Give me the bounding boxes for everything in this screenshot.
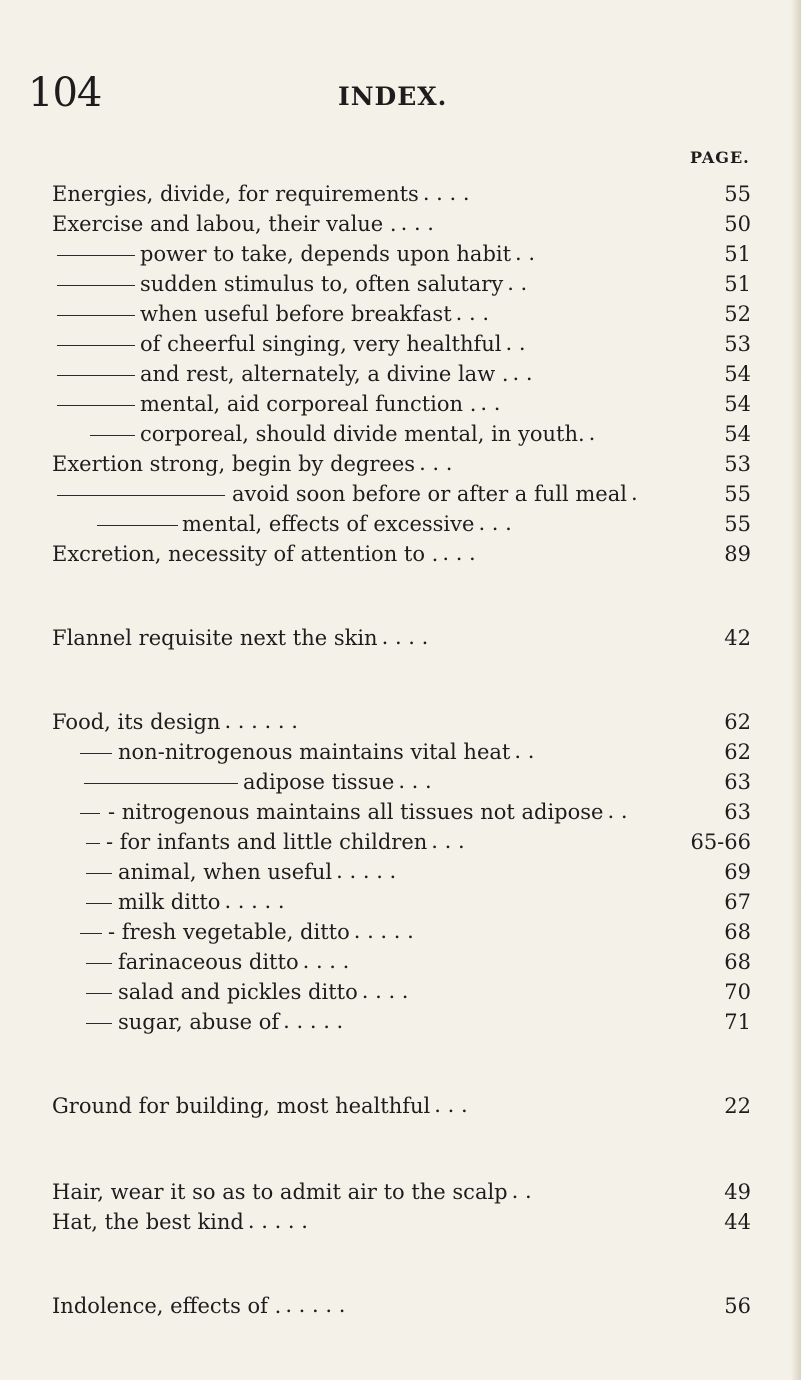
leader-dots: . . . . <box>422 181 470 205</box>
leader-dots: . . . . . <box>283 1009 344 1033</box>
leader-dots: . . <box>514 739 535 763</box>
ditto-rule <box>90 435 135 436</box>
index-entry <box>0 978 801 1008</box>
leader-dots: . . . . . <box>285 1293 346 1317</box>
leader-dots: . . . <box>431 829 465 853</box>
leader-dots: . . . . . <box>353 919 414 943</box>
entry-text: adipose tissue <box>243 770 395 794</box>
entry-page-number: 22 <box>724 1094 751 1118</box>
entry-text: sudden stimulus to, often salutary <box>140 272 504 296</box>
leader-dots: . . . . . . <box>224 709 298 733</box>
index-entry <box>0 450 801 480</box>
entry-page-number: 67 <box>724 890 751 914</box>
leader-dots: . . . <box>434 1093 468 1117</box>
index-entry <box>0 360 801 390</box>
index-entry <box>0 180 801 210</box>
entry-page-number: 69 <box>724 860 751 884</box>
entry-page-number: 55 <box>724 482 751 506</box>
index-entry <box>0 738 801 768</box>
entry-page-number: 54 <box>724 392 751 416</box>
ditto-rule <box>97 525 178 526</box>
ditto-rule <box>86 993 112 994</box>
leader-dots: . . . <box>419 451 453 475</box>
entry-text: milk ditto <box>118 890 221 914</box>
entry-page-number: 55 <box>724 182 751 206</box>
entry-text: sugar, abuse of <box>118 1010 280 1034</box>
index-entry <box>0 540 801 570</box>
entry-text: Hat, the best kind <box>52 1210 244 1234</box>
ditto-rule <box>57 405 135 406</box>
entry-page-number: 71 <box>724 1010 751 1034</box>
entry-text: Exertion strong, begin by degrees <box>52 452 416 476</box>
entry-page-number: 68 <box>724 950 751 974</box>
leader-dots: . . <box>505 331 526 355</box>
entry-page-number: 54 <box>724 422 751 446</box>
index-entry <box>0 798 801 828</box>
group-spacer <box>0 1238 801 1292</box>
leader-dots: . . <box>511 1179 532 1203</box>
entry-text: mental, effects of excessive <box>182 512 475 536</box>
ditto-rule <box>57 255 135 256</box>
entry-page-number: 52 <box>724 302 751 326</box>
index-entry <box>0 948 801 978</box>
ditto-rule <box>57 345 135 346</box>
entry-page-number: 51 <box>724 242 751 266</box>
entry-text: Exercise and labou, their value . <box>52 212 397 236</box>
entry-page-number: 50 <box>724 212 751 236</box>
leader-dots: . . . . <box>361 979 409 1003</box>
ditto-rule <box>86 843 100 844</box>
entry-text: Indolence, effects of . <box>52 1294 282 1318</box>
index-entry <box>0 1292 801 1322</box>
entry-page-number: 42 <box>724 626 751 650</box>
entry-page-number: 51 <box>724 272 751 296</box>
leader-dots: . . . . <box>381 625 429 649</box>
leader-dots: . . <box>607 799 628 823</box>
leader-dots: . . <box>515 241 536 265</box>
group-spacer <box>0 1038 801 1092</box>
leader-dots: . <box>588 421 596 445</box>
entry-text: salad and pickles ditto <box>118 980 358 1004</box>
entry-text: when useful before breakfast <box>140 302 452 326</box>
entry-page-number: 53 <box>724 452 751 476</box>
entry-text: and rest, alternately, a divine law . <box>140 362 509 386</box>
entry-text: non-nitrogenous maintains vital heat <box>118 740 511 764</box>
index-entry <box>0 828 801 858</box>
index-entry <box>0 624 801 654</box>
index-entry <box>0 390 801 420</box>
ditto-rule <box>86 903 112 904</box>
leader-dots: . . <box>507 271 528 295</box>
entry-text: animal, when useful <box>118 860 333 884</box>
index-entry <box>0 480 801 510</box>
entry-text: - for infants and little children <box>106 830 428 854</box>
index-entry <box>0 210 801 240</box>
ditto-rule <box>57 285 135 286</box>
ditto-rule <box>80 933 102 934</box>
index-entry <box>0 240 801 270</box>
leader-dots: . . . . . <box>336 859 397 883</box>
page-column-heading: PAGE. <box>690 148 750 167</box>
group-spacer <box>0 570 801 624</box>
ditto-rule <box>57 315 135 316</box>
entry-text: power to take, depends upon habit <box>140 242 512 266</box>
index-entry <box>0 708 801 738</box>
index-entry <box>0 768 801 798</box>
entry-text: avoid soon before or after a full meal <box>232 482 627 506</box>
index-entry <box>0 1092 801 1122</box>
entry-page-number: 89 <box>724 542 751 566</box>
leader-dots: . . <box>512 361 533 385</box>
page-number: 104 <box>28 70 102 116</box>
entry-text: Flannel requisite next the skin <box>52 626 378 650</box>
entry-page-number: 62 <box>724 740 751 764</box>
index-entry <box>0 1178 801 1208</box>
entry-text: Ground for building, most healthful <box>52 1094 431 1118</box>
leader-dots: . . . <box>442 541 476 565</box>
entry-page-number: 49 <box>724 1180 751 1204</box>
entry-page-number: 68 <box>724 920 751 944</box>
index-entry <box>0 270 801 300</box>
index-entry <box>0 510 801 540</box>
entry-page-number: 63 <box>724 770 751 794</box>
entry-text: of cheerful singing, very healthful <box>140 332 502 356</box>
ditto-rule <box>86 1023 112 1024</box>
entry-page-number: 56 <box>724 1294 751 1318</box>
entry-page-number: 53 <box>724 332 751 356</box>
index-entries <box>0 180 801 1322</box>
index-entry <box>0 918 801 948</box>
running-title: INDEX. <box>338 82 448 111</box>
entry-text: - nitrogenous maintains all tissues not adipose <box>108 800 604 824</box>
leader-dots: . . . <box>398 769 432 793</box>
entry-text: - fresh vegetable, ditto <box>108 920 350 944</box>
entry-text: Energies, divide, for requirements <box>52 182 419 206</box>
leader-dots: . . . <box>400 211 434 235</box>
entry-page-number: 54 <box>724 362 751 386</box>
ditto-rule <box>86 963 112 964</box>
leader-dots: . . . . . <box>224 889 285 913</box>
index-entry <box>0 420 801 450</box>
entry-page-number: 62 <box>724 710 751 734</box>
entry-text: mental, aid corporeal function . <box>140 392 477 416</box>
entry-text: Excretion, necessity of attention to . <box>52 542 439 566</box>
ditto-rule <box>80 753 112 754</box>
entry-page-number: 44 <box>724 1210 751 1234</box>
leader-dots: . . . <box>455 301 490 325</box>
entry-page-number: 55 <box>724 512 751 536</box>
entry-page-number: 63 <box>724 800 751 824</box>
ditto-rule <box>57 495 225 496</box>
entry-text: farinaceous ditto <box>118 950 299 974</box>
entry-text: corporeal, should divide mental, in youth. <box>140 422 585 446</box>
ditto-rule <box>57 375 135 376</box>
leader-dots: . . . <box>478 511 512 535</box>
leader-dots: . <box>630 481 638 505</box>
page-header <box>28 70 768 130</box>
leader-dots: . . . . . <box>247 1209 308 1233</box>
index-entry <box>0 888 801 918</box>
entry-text: Food, its design <box>52 710 221 734</box>
group-spacer <box>0 654 801 708</box>
index-entry <box>0 330 801 360</box>
entry-page-number: 70 <box>724 980 751 1004</box>
group-spacer <box>0 1122 801 1178</box>
ditto-rule <box>80 813 100 814</box>
leader-dots: . . . . <box>302 949 350 973</box>
index-entry <box>0 1008 801 1038</box>
entry-text: Hair, wear it so as to admit air to the scalp <box>52 1180 508 1204</box>
entry-page-number: 65-66 <box>690 830 751 854</box>
index-entry <box>0 1208 801 1238</box>
ditto-rule <box>84 783 238 784</box>
ditto-rule <box>86 873 112 874</box>
leader-dots: . . <box>480 391 501 415</box>
index-entry <box>0 858 801 888</box>
index-entry <box>0 300 801 330</box>
